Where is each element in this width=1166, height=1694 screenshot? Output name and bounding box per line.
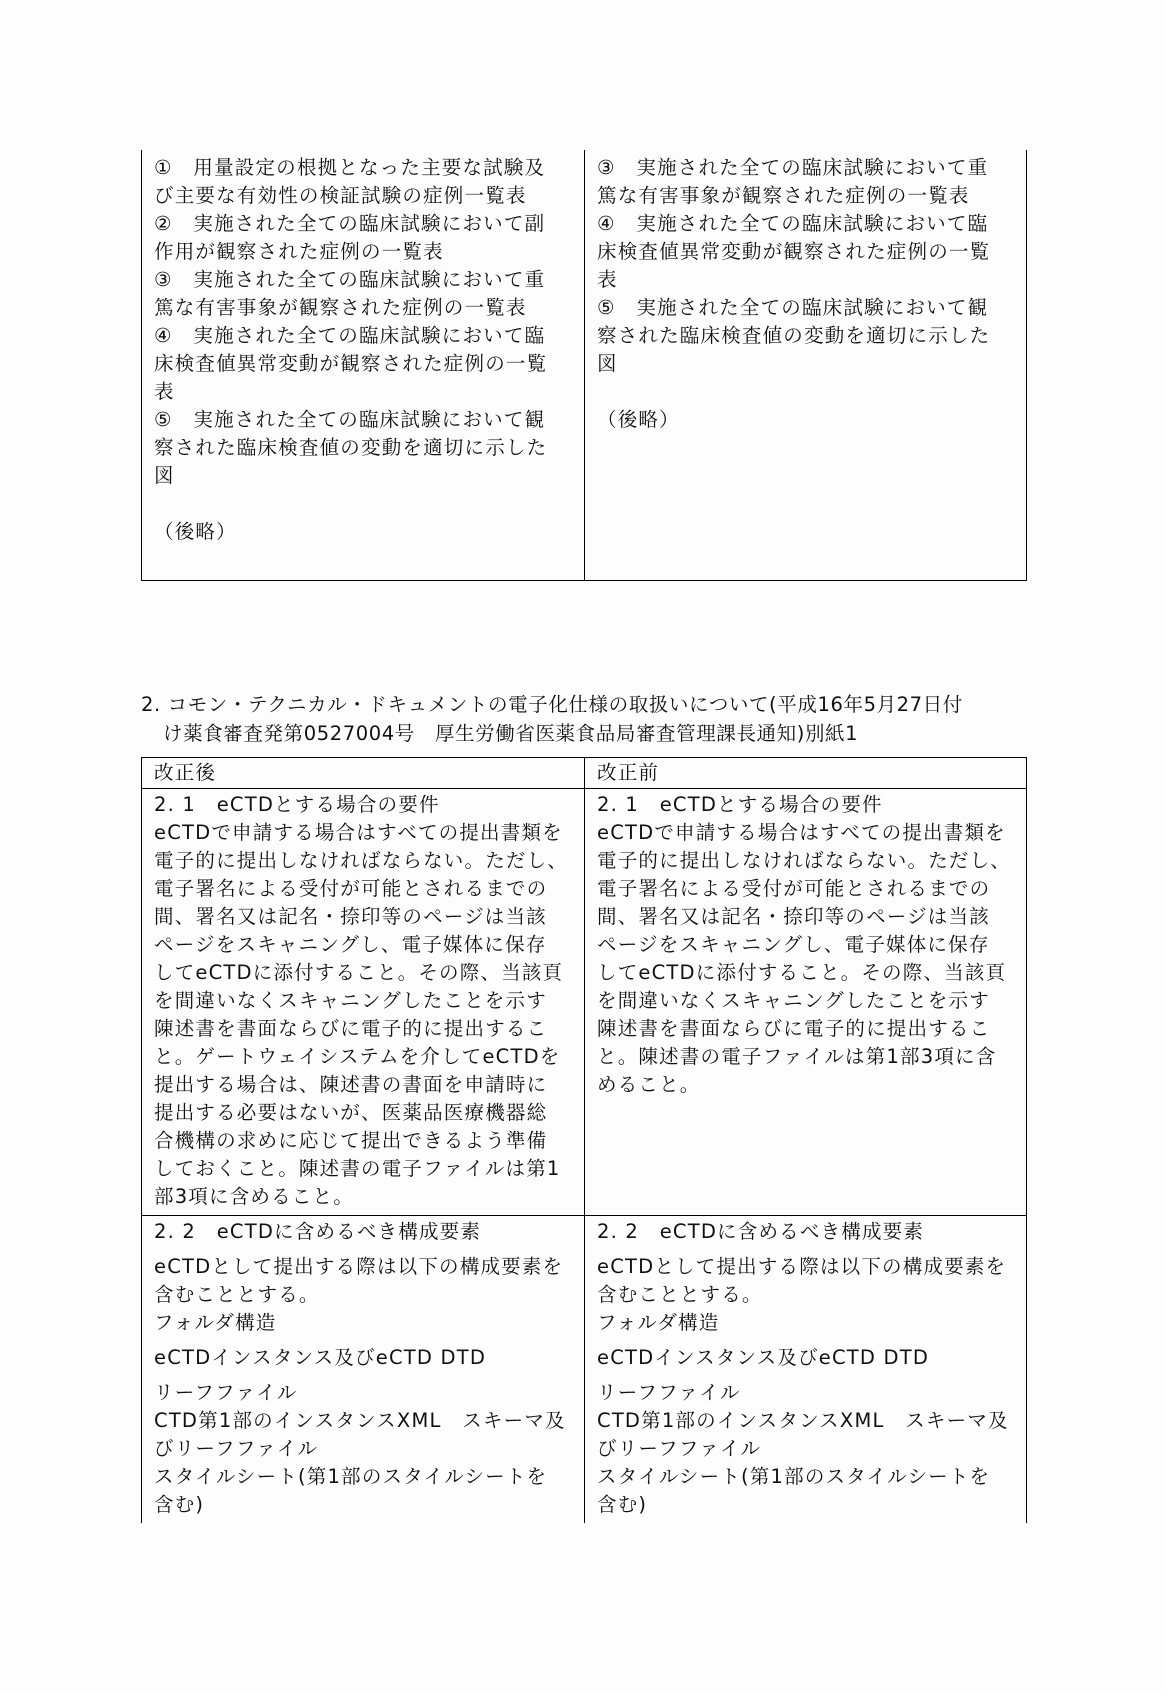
list-item-cont: びリーフファイル: [597, 1437, 762, 1460]
text-line: 含むこととする。: [154, 1283, 320, 1306]
text-line: ⑤ 実施された全ての臨床試験において観: [597, 296, 989, 319]
text-line: 電子署名による受付が可能とされるまでの: [597, 877, 991, 900]
cell-revised: [142, 789, 584, 1215]
list-item-cont: 含む): [154, 1493, 205, 1516]
text-line: してeCTDに添付すること。その際、当該頁: [154, 961, 564, 984]
list-item: スタイルシート(第1部のスタイルシートを: [597, 1465, 991, 1488]
table-header-row: [142, 758, 1026, 788]
list-item: フォルダ構造: [154, 1311, 277, 1334]
text-line: を間違いなくスキャニングしたことを示す: [597, 989, 990, 1012]
previous-column: [584, 150, 1026, 580]
list-item: eCTDインスタンス及びeCTD DTD: [597, 1346, 930, 1369]
text-line: 陳述書を書面ならびに電子的に提出するこ: [154, 1017, 548, 1040]
text-line: び主要な有効性の検証試験の症例一覧表: [154, 184, 527, 207]
text-line: 表: [597, 268, 618, 291]
text-line: ④ 実施された全ての臨床試験において臨: [597, 212, 989, 235]
text-line: しておくこと。陳述書の電子ファイルは第1: [154, 1157, 561, 1180]
spacer: [154, 490, 574, 518]
text-line: 陳述書を書面ならびに電子的に提出するこ: [597, 1017, 991, 1040]
text-line: 電子的に提出しなければならない。ただし、: [597, 849, 1012, 872]
text-line: eCTDとして提出する際は以下の構成要素を: [154, 1255, 564, 1278]
cell-title: 2. 1 eCTDとする場合の要件: [154, 793, 440, 816]
continued-comparison-table: [141, 150, 1027, 581]
omitted-note: （後略）: [154, 520, 237, 543]
text-line: めること。: [597, 1073, 701, 1096]
text-line: ③ 実施された全ての臨床試験において重: [154, 268, 546, 291]
section-heading: [141, 690, 1041, 748]
text-line: 部3項に含めること。: [154, 1185, 354, 1208]
text-line: と。ゲートウェイシステムを介してeCTDを: [154, 1045, 561, 1068]
list-item: リーフファイル: [597, 1381, 741, 1404]
cell-title: 2. 2 eCTDに含めるべき構成要素: [154, 1220, 482, 1243]
text-line: 提出する必要はないが、医薬品医療機器総: [154, 1101, 548, 1124]
text-line: 表: [154, 380, 175, 403]
text-line: 篤な有害事象が観察された症例の一覧表: [597, 184, 970, 207]
text-line: ② 実施された全ての臨床試験において副: [154, 212, 546, 235]
cell-revised: [142, 1216, 584, 1523]
section-heading-line-2: け薬食審査発第0527004号 厚生労働省医薬食品局審査管理課長通知)別紙1: [163, 722, 859, 745]
text-line: eCTDで申請する場合はすべての提出書類を: [154, 821, 563, 844]
text-line: 床検査値異常変動が観察された症例の一覧: [154, 352, 548, 375]
text-line: 提出する場合は、陳述書の書面を申請時に: [154, 1073, 548, 1096]
cell-previous: [584, 1216, 1026, 1523]
header-previous: 改正前: [584, 758, 1026, 788]
cell-previous: [584, 789, 1026, 1215]
text-line: ④ 実施された全ての臨床試験において臨: [154, 324, 546, 347]
text-line: 図: [154, 464, 175, 487]
spacer: [597, 378, 1016, 406]
text-line: 作用が観察された症例の一覧表: [154, 240, 444, 263]
list-item: リーフファイル: [154, 1381, 298, 1404]
text-line: と。陳述書の電子ファイルは第1部3項に含: [597, 1045, 997, 1068]
comparison-table: [141, 757, 1027, 1523]
text-line: ⑤ 実施された全ての臨床試験において観: [154, 408, 546, 431]
list-item-cont: 含む): [597, 1493, 648, 1516]
text-line: してeCTDに添付すること。その際、当該頁: [597, 961, 1007, 984]
list-item: CTD第1部のインスタンスXML スキーマ及: [154, 1409, 566, 1432]
text-line: eCTDで申請する場合はすべての提出書類を: [597, 821, 1006, 844]
section-heading-line-1: 2. コモン・テクニカル・ドキュメントの電子化仕様の取扱いについて(平成16年5月27日付: [141, 693, 963, 716]
text-line: 含むこととする。: [597, 1283, 763, 1306]
cell-title: 2. 1 eCTDとする場合の要件: [597, 793, 883, 816]
table-row: [142, 788, 1026, 1215]
table-row: [142, 1215, 1026, 1523]
text-line: 間、署名又は記名・捺印等のページは当該: [597, 905, 990, 928]
text-line: 合機構の求めに応じて提出できるよう準備: [154, 1129, 548, 1152]
cell-title: 2. 2 eCTDに含めるべき構成要素: [597, 1220, 925, 1243]
omitted-note: （後略）: [597, 408, 680, 431]
text-line: ③ 実施された全ての臨床試験において重: [597, 156, 989, 179]
text-line: 篤な有害事象が観察された症例の一覧表: [154, 296, 527, 319]
revised-column: [142, 150, 584, 580]
text-line: eCTDとして提出する際は以下の構成要素を: [597, 1255, 1007, 1278]
list-item: eCTDインスタンス及びeCTD DTD: [154, 1346, 487, 1369]
text-line: ① 用量設定の根拠となった主要な試験及: [154, 156, 546, 179]
text-line: ページをスキャニングし、電子媒体に保存: [154, 933, 547, 956]
text-line: を間違いなくスキャニングしたことを示す: [154, 989, 547, 1012]
list-item-cont: びリーフファイル: [154, 1437, 319, 1460]
text-line: ページをスキャニングし、電子媒体に保存: [597, 933, 990, 956]
list-item: CTD第1部のインスタンスXML スキーマ及: [597, 1409, 1009, 1432]
text-line: 電子的に提出しなければならない。ただし、: [154, 849, 569, 872]
text-line: 電子署名による受付が可能とされるまでの: [154, 877, 548, 900]
header-revised: 改正後: [154, 761, 217, 784]
list-item: スタイルシート(第1部のスタイルシートを: [154, 1465, 548, 1488]
text-line: 図: [597, 352, 618, 375]
text-line: 間、署名又は記名・捺印等のページは当該: [154, 905, 547, 928]
text-line: 床検査値異常変動が観察された症例の一覧: [597, 240, 991, 263]
text-line: 察された臨床検査値の変動を適切に示した: [597, 324, 991, 347]
text-line: 察された臨床検査値の変動を適切に示した: [154, 436, 548, 459]
list-item: フォルダ構造: [597, 1311, 720, 1334]
